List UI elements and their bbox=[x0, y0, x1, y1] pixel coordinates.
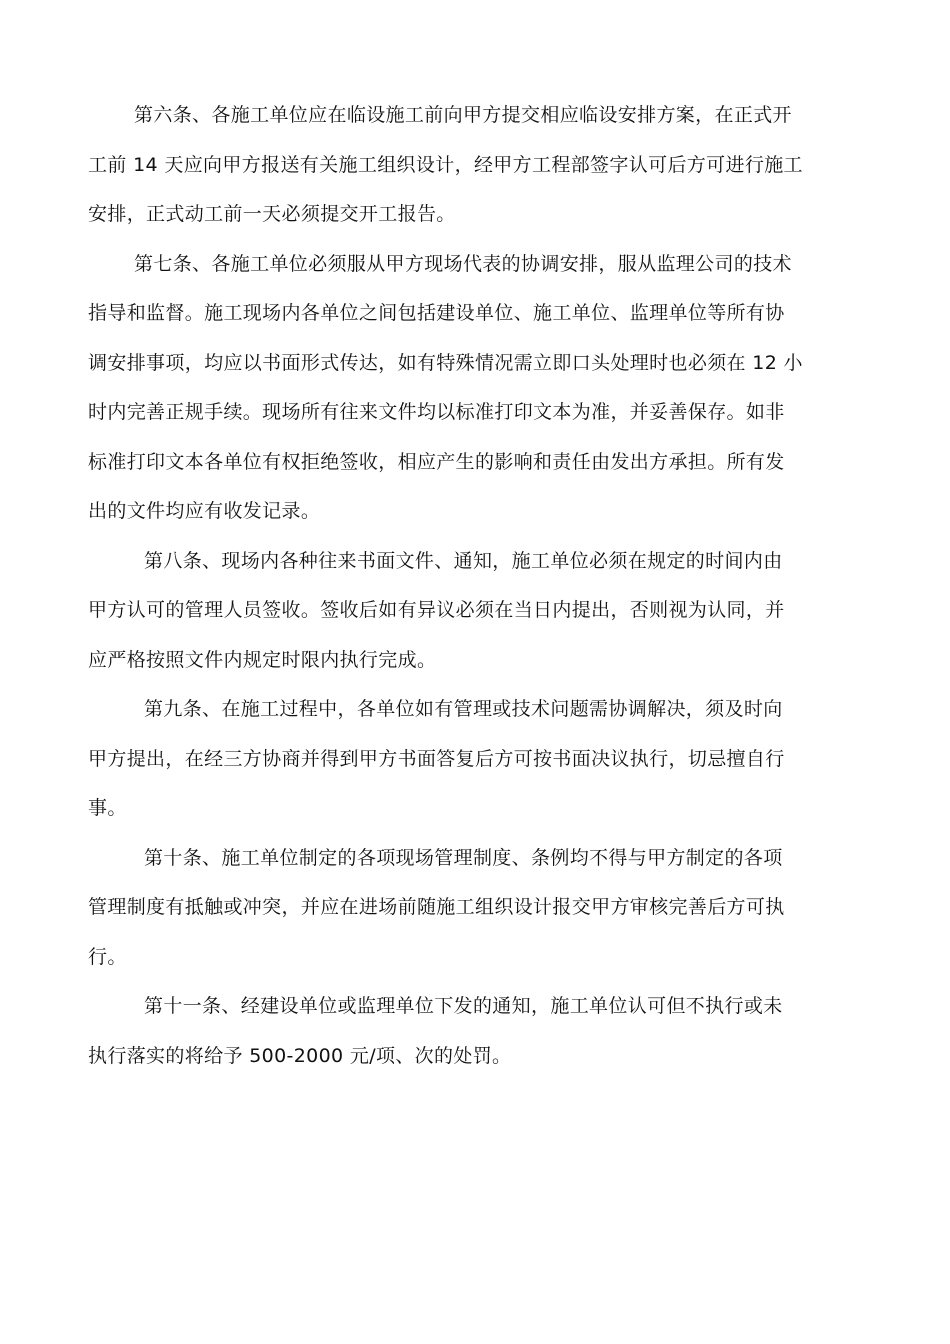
document-body bbox=[88, 91, 860, 1081]
article-11-line-2: 执行落实的将给予 500-2000 元/项、次的处罚。 bbox=[88, 1044, 512, 1067]
article-9-line-3: 事。 bbox=[88, 797, 127, 819]
article-7-line-1: 第七条、各施工单位必须服从甲方现场代表的协调安排，服从监理公司的技术 bbox=[134, 252, 792, 275]
article-9-line-2: 甲方提出，在经三方协商并得到甲方书面答复后方可按书面决议执行，切忌擅自行 bbox=[88, 747, 785, 770]
article-10-line-1: 第十条、施工单位制定的各项现场管理制度、条例均不得与甲方制定的各项 bbox=[144, 846, 783, 869]
article-8-line-2: 甲方认可的管理人员签收。签收后如有异议必须在当日内提出，否则视为认同，并 bbox=[88, 599, 785, 621]
article-7-line-2: 指导和监督。施工现场内各单位之间包括建设单位、施工单位、监理单位等所有协 bbox=[88, 302, 785, 324]
article-7-line-5: 标准打印文本各单位有权拒绝签收，相应产生的影响和责任由发出方承担。所有发 bbox=[88, 450, 785, 473]
article-10-line-3: 行。 bbox=[88, 945, 127, 968]
article-7-line-4: 时内完善正规手续。现场所有往来文件均以标准打印文本为准，并妥善保存。如非 bbox=[88, 401, 785, 423]
article-7-line-6: 出的文件均应有收发记录。 bbox=[88, 500, 321, 522]
article-9-line-1: 第九条、在施工过程中，各单位如有管理或技术问题需协调解决，须及时向 bbox=[144, 698, 783, 720]
article-7-line-3: 调安排事项，均应以书面形式传达，如有特殊情况需立即口头处理时也必须在 12 小 bbox=[88, 351, 803, 374]
article-8-line-1: 第八条、现场内各种往来书面文件、通知，施工单位必须在规定的时间内由 bbox=[144, 549, 783, 572]
article-11-line-1: 第十一条、经建设单位或监理单位下发的通知，施工单位认可但不执行或未 bbox=[144, 995, 783, 1017]
article-6-line-3: 安排，正式动工前一天必须提交开工报告。 bbox=[88, 203, 456, 225]
article-6-line-2: 工前 14 天应向甲方报送有关施工组织设计，经甲方工程部签字认可后方可进行施工 bbox=[88, 153, 803, 176]
article-8-line-3: 应严格按照文件内规定时限内执行完成。 bbox=[88, 648, 437, 671]
article-10-line-2: 管理制度有抵触或冲突，并应在进场前随施工组织设计报交甲方审核完善后方可执 bbox=[88, 896, 785, 918]
article-6-line-1: 第六条、各施工单位应在临设施工前向甲方提交相应临设安排方案，在正式开 bbox=[134, 104, 792, 126]
